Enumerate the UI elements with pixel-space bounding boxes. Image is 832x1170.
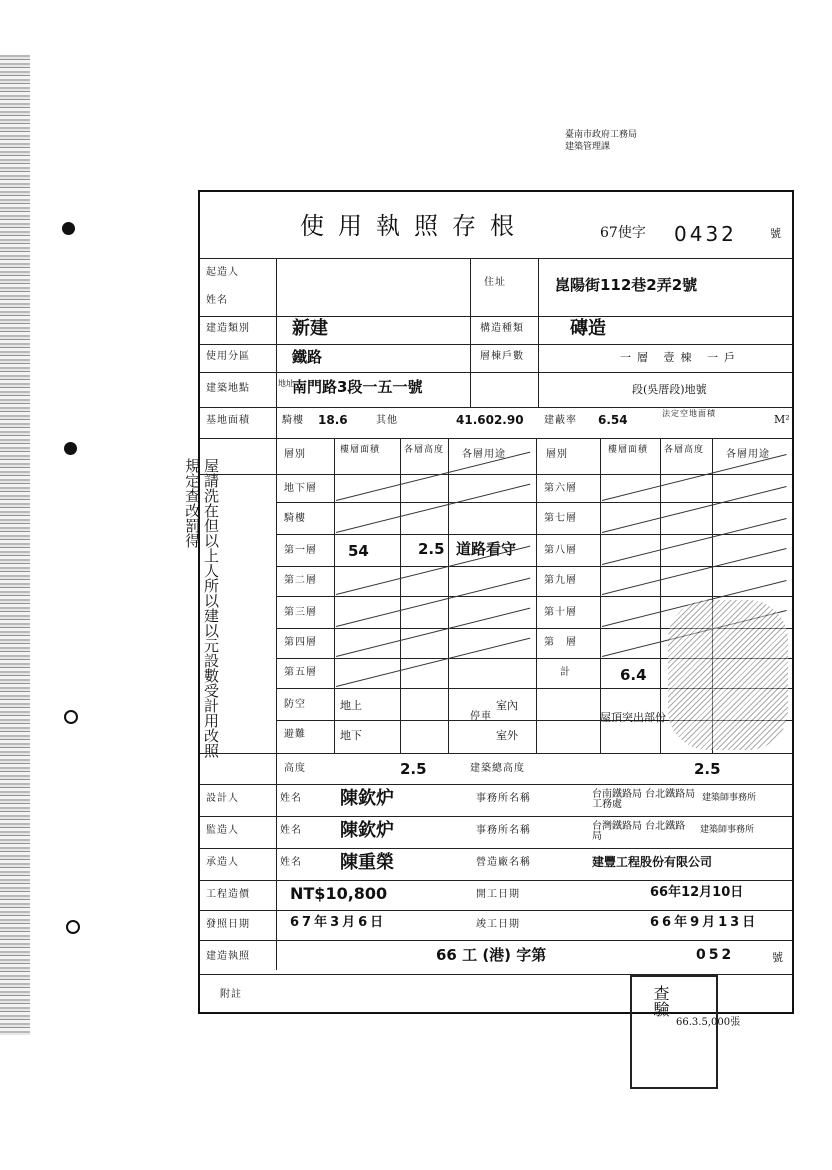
punch-hole bbox=[64, 442, 77, 455]
below-label: 地下 bbox=[340, 729, 362, 742]
permit-value: 66 工 (港) 字第 bbox=[436, 946, 547, 964]
col-floor: 層別 bbox=[284, 449, 306, 460]
permit-suffix: 號 bbox=[772, 951, 783, 964]
floor-blank: 第 層 bbox=[544, 637, 577, 648]
floor-6: 第六層 bbox=[544, 483, 577, 494]
shelter-label: 避難 bbox=[284, 729, 306, 740]
header-stamp bbox=[565, 130, 790, 178]
height-value: 2.5 bbox=[400, 760, 427, 778]
area-label: 基地面積 bbox=[206, 415, 250, 426]
contractor-office: 建豐工程股份有限公司 bbox=[592, 855, 713, 869]
stamp-line: 建築管理課 bbox=[565, 141, 611, 152]
floor-total-label: 計 bbox=[560, 667, 571, 678]
first-floor-use: 道路看守 bbox=[456, 540, 517, 558]
permit-number: 052 bbox=[696, 947, 735, 963]
indoor-label: 室內 bbox=[496, 699, 518, 712]
total-height-value: 2.5 bbox=[694, 760, 721, 778]
start-date: 66年12月10日 bbox=[650, 885, 744, 900]
col-area: 樓層面積 bbox=[340, 445, 381, 455]
floor-2: 第二層 bbox=[284, 575, 317, 586]
col-area-right: 樓層面積 bbox=[608, 445, 649, 455]
supervisor-role: 監造人 bbox=[206, 825, 239, 836]
contractor-name-label: 姓名 bbox=[280, 857, 302, 868]
permit-label: 建造執照 bbox=[206, 951, 250, 962]
contractor-role: 承造人 bbox=[206, 857, 239, 868]
owner-label: 起造人 bbox=[206, 267, 239, 278]
site-address: 南門路3段一五一號 bbox=[292, 378, 423, 396]
print-code: 66.3.5,000張 bbox=[676, 1017, 741, 1028]
punch-hole bbox=[66, 920, 80, 934]
structure-type: 新建 bbox=[292, 318, 328, 339]
defense-label: 防空 bbox=[284, 699, 306, 710]
legal-open-label: 法定空地面積 bbox=[662, 409, 716, 418]
start-date-label: 開工日期 bbox=[476, 889, 520, 900]
floor-10: 第十層 bbox=[544, 607, 577, 618]
above-label: 地上 bbox=[340, 699, 362, 712]
floor-total: 6.4 bbox=[620, 666, 647, 684]
first-floor-height: 2.5 bbox=[418, 540, 445, 558]
inspection-stamp bbox=[630, 975, 718, 1089]
designer-office: 台南鐵路局 台北鐵路局 工務處 bbox=[592, 789, 696, 810]
license-prefix: 67使字 bbox=[600, 225, 646, 241]
site-label: 建築地點 bbox=[206, 383, 250, 394]
unit-m2: M² bbox=[774, 413, 790, 426]
supervisor-name-label: 姓名 bbox=[280, 825, 302, 836]
usage-label: 使用分區 bbox=[206, 351, 250, 362]
site-prefix: 地址 bbox=[278, 379, 294, 388]
license-number: 0432 bbox=[674, 222, 737, 246]
supervisor-office: 台灣鐵路局 台北鐵路局 bbox=[592, 821, 686, 842]
punch-hole bbox=[64, 710, 78, 724]
stamp-text: 查驗 bbox=[651, 985, 670, 1017]
contractor-name: 陳重榮 bbox=[340, 852, 394, 873]
floors: 一層 壹棟 一戶 bbox=[620, 351, 741, 364]
floor-8: 第八層 bbox=[544, 545, 577, 556]
floor-1: 第一層 bbox=[284, 545, 317, 556]
side-note: 屋請洗在但以上人所以建以元設數受計用改照規定查改罰得 bbox=[183, 458, 220, 758]
owner-name-label: 姓名 bbox=[206, 295, 228, 306]
designer-name-label: 姓名 bbox=[280, 793, 302, 804]
col-floor-right: 層別 bbox=[546, 449, 568, 460]
floor-arcade: 騎樓 bbox=[284, 513, 306, 524]
floor-3: 第三層 bbox=[284, 607, 317, 618]
construction-kind: 磚造 bbox=[570, 318, 606, 339]
issue-date-label: 發照日期 bbox=[206, 919, 250, 930]
supervisor-office-label: 事務所名稱 bbox=[476, 825, 531, 836]
coverage-ratio-label: 建蔽率 bbox=[544, 415, 577, 426]
owner-address: 崑陽街112巷2弄2號 bbox=[555, 276, 698, 294]
col-use: 各層用途 bbox=[462, 449, 506, 460]
construction-kind-label: 構造種類 bbox=[480, 323, 524, 334]
done-date: 66年9月13日 bbox=[650, 915, 759, 930]
height-label: 高度 bbox=[284, 763, 306, 774]
page-title: 使用執照存根 bbox=[300, 212, 528, 240]
contractor-office-label: 營造廠名稱 bbox=[476, 857, 531, 868]
coverage-ratio: 6.54 bbox=[598, 413, 628, 427]
col-height-right: 各層高度 bbox=[664, 445, 705, 455]
other-area: 41.602.90 bbox=[456, 413, 524, 427]
scribble-mark bbox=[668, 600, 788, 750]
site-lot: 段(吳厝段)地號 bbox=[632, 383, 707, 396]
structure-type-label: 建造類別 bbox=[206, 323, 250, 334]
arcade-area: 18.6 bbox=[318, 413, 348, 427]
other-label: 其他 bbox=[376, 415, 398, 426]
license-suffix: 號 bbox=[770, 227, 781, 240]
punch-hole bbox=[62, 222, 75, 235]
done-date-label: 竣工日期 bbox=[476, 919, 520, 930]
total-height-label: 建築總高度 bbox=[470, 763, 525, 774]
floor-basement: 地下層 bbox=[284, 483, 317, 494]
floor-9: 第九層 bbox=[544, 575, 577, 586]
roof-label: 屋頂突出部份 bbox=[600, 711, 666, 724]
cost-label: 工程造價 bbox=[206, 889, 250, 900]
parking-label: 停車 bbox=[470, 711, 492, 722]
usage: 鐵路 bbox=[292, 348, 323, 366]
outdoor-label: 室外 bbox=[496, 729, 518, 742]
floor-4: 第四層 bbox=[284, 637, 317, 648]
floors-label: 層棟戶數 bbox=[480, 351, 524, 362]
floor-7: 第七層 bbox=[544, 513, 577, 524]
designer-role: 設計人 bbox=[206, 793, 239, 804]
first-floor-area: 54 bbox=[348, 542, 369, 560]
supervisor-name: 陳欽炉 bbox=[340, 820, 394, 841]
issue-date: 67年3月6日 bbox=[290, 915, 387, 930]
arcade-label: 騎樓 bbox=[282, 415, 304, 426]
binder-edge bbox=[0, 55, 30, 1035]
designer-office-label: 事務所名稱 bbox=[476, 793, 531, 804]
owner-address-label: 住址 bbox=[484, 277, 506, 288]
col-use-right: 各層用途 bbox=[726, 449, 770, 460]
stamp-line: 臺南市政府工務局 bbox=[565, 130, 638, 140]
designer-suffix: 建築師事務所 bbox=[702, 793, 757, 803]
floor-5: 第五層 bbox=[284, 667, 317, 678]
remarks-label: 附註 bbox=[220, 989, 242, 1000]
supervisor-suffix: 建築師事務所 bbox=[700, 825, 755, 835]
cost-value: NT$10,800 bbox=[290, 884, 388, 903]
designer-name: 陳欽炉 bbox=[340, 788, 394, 809]
col-height: 各層高度 bbox=[404, 445, 445, 455]
